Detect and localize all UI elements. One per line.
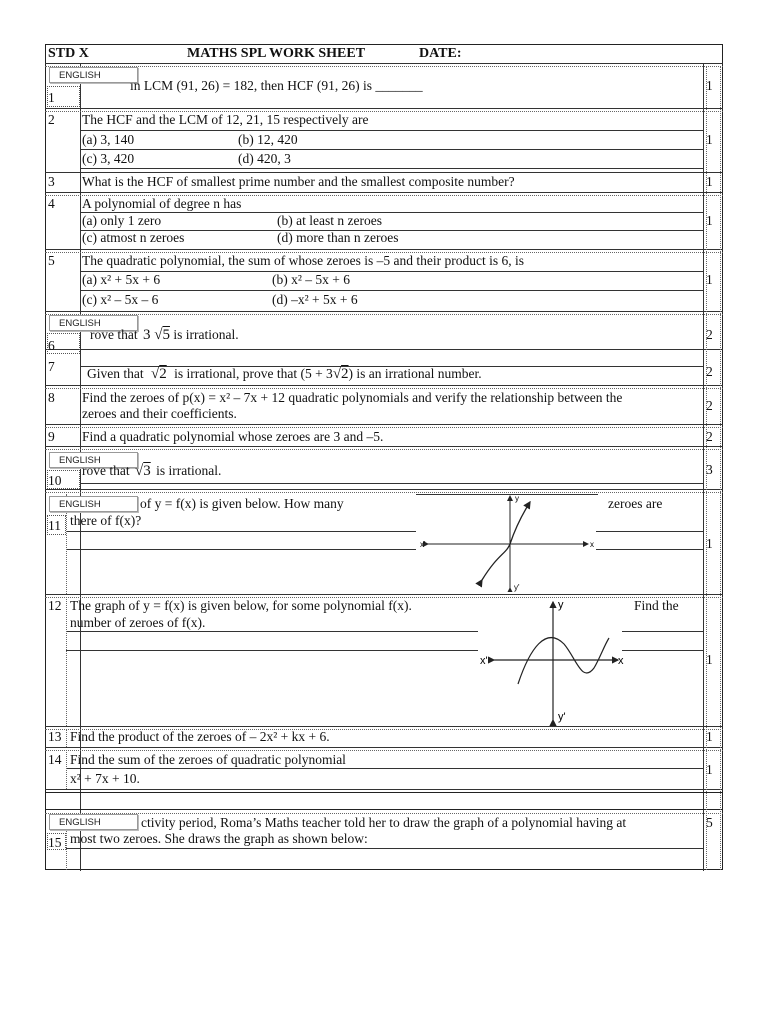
q2-marks: 1 bbox=[706, 132, 713, 147]
q4-option-d: (d) more than n zeroes bbox=[277, 230, 399, 245]
q2-option-c: (c) 3, 420 bbox=[82, 151, 135, 166]
q9-text: Find a quadratic polynomial whose zeroes are 3 and –5. bbox=[82, 429, 384, 444]
q4-number: 4 bbox=[48, 196, 55, 211]
q8-number: 8 bbox=[48, 390, 55, 405]
q2-option-a: (a) 3, 140 bbox=[82, 132, 135, 147]
q12-axis-yneg: y' bbox=[558, 711, 566, 723]
q5-number: 5 bbox=[48, 253, 55, 268]
q4-marks: 1 bbox=[706, 213, 713, 228]
q12-marks: 1 bbox=[706, 652, 713, 667]
q11-text-right: zeroes are bbox=[608, 496, 663, 511]
q4-option-b: (b) at least n zeroes bbox=[277, 213, 382, 228]
q11-text-line2: there of f(x)? bbox=[70, 513, 142, 528]
q11-axis-xneg: x' bbox=[420, 540, 426, 549]
q10-text: rove that √3 is irrational. bbox=[82, 463, 222, 479]
q12-axis-y: y bbox=[558, 599, 564, 611]
language-tag[interactable]: ENGLISH bbox=[49, 315, 138, 331]
q13-text: Find the product of the zeroes of – 2x² + kx + 6. bbox=[70, 729, 330, 744]
header-divider bbox=[45, 63, 723, 64]
q12-axis-x: x bbox=[618, 655, 624, 667]
q1-text: ın LCM (91, 26) = 182, then HCF (91, 26) is _______ bbox=[130, 78, 423, 93]
language-tag[interactable]: ENGLISH bbox=[49, 452, 138, 468]
q12-text-right: Find the bbox=[634, 598, 679, 613]
q15-text-line2: most two zeroes. She draws the graph as shown below: bbox=[70, 831, 368, 846]
language-tag[interactable]: ENGLISH bbox=[49, 814, 138, 830]
q5-option-a: (a) x² + 5x + 6 bbox=[82, 272, 161, 287]
q15-number: 15 bbox=[48, 835, 62, 850]
q11-axis-x: x bbox=[590, 540, 594, 549]
q7-marks: 2 bbox=[706, 364, 713, 379]
q4-option-a: (a) only 1 zero bbox=[82, 213, 162, 228]
q6-text: rove that 3 √5 is irrational. bbox=[90, 327, 239, 343]
page-title: MATHS SPL WORK SHEET bbox=[187, 46, 366, 61]
q2-text: The HCF and the LCM of 12, 21, 15 respectively are bbox=[82, 112, 369, 127]
q12-text-line1: The graph of y = f(x) is given below, for some polynomial f(x). bbox=[70, 598, 412, 613]
q1-number: 1 bbox=[48, 90, 55, 105]
q9-number: 9 bbox=[48, 429, 55, 444]
q12-number: 12 bbox=[48, 598, 62, 613]
q8-marks: 2 bbox=[706, 398, 713, 413]
language-tag[interactable]: ENGLISH bbox=[49, 496, 138, 512]
q10-number: 10 bbox=[48, 473, 62, 488]
q5-option-d: (d) –x² + 5x + 6 bbox=[272, 292, 358, 307]
q6-marks: 2 bbox=[706, 327, 713, 342]
q2-option-d: (d) 420, 3 bbox=[238, 151, 291, 166]
q11-axis-y: y bbox=[515, 494, 519, 503]
q5-marks: 1 bbox=[706, 272, 713, 287]
q7-text: Given that √2 is irrational, prove that (5 + 3√2) is an irrational number. bbox=[87, 366, 482, 382]
q11-marks: 1 bbox=[706, 536, 713, 551]
q7-number: 7 bbox=[48, 359, 55, 374]
q2-option-b: (b) 12, 420 bbox=[238, 132, 298, 147]
q8-text-line1: Find the zeroes of p(x) = x² – 7x + 12 quadratic polynomials and verify the relationship between the bbox=[82, 390, 623, 405]
q14-text-line2: x² + 7x + 10. bbox=[70, 771, 140, 786]
q13-marks: 1 bbox=[706, 729, 713, 744]
std-label: STD X bbox=[48, 46, 89, 61]
q8-text-line2: zeroes and their coefficients. bbox=[82, 406, 237, 421]
q14-text-line1: Find the sum of the zeroes of quadratic polynomial bbox=[70, 752, 346, 767]
blank-row bbox=[45, 792, 723, 810]
q11-graph bbox=[420, 492, 600, 592]
q11-axis-yneg: y' bbox=[514, 583, 520, 592]
q13-number: 13 bbox=[48, 729, 62, 744]
q3-marks: 1 bbox=[706, 174, 713, 189]
q11-text-line1: of y = f(x) is given below. How many bbox=[140, 496, 344, 511]
q3-text: What is the HCF of smallest prime number and the smallest composite number? bbox=[82, 174, 515, 189]
q3-number: 3 bbox=[48, 174, 55, 189]
q2-number: 2 bbox=[48, 112, 55, 127]
q15-text-line1: ctivity period, Roma’s Maths teacher told her to draw the graph of a polynomial having at bbox=[141, 815, 627, 830]
date-label: DATE: bbox=[419, 46, 462, 61]
q1-marks: 1 bbox=[706, 78, 713, 93]
q11-number: 11 bbox=[48, 518, 61, 533]
q12-axis-xneg: x' bbox=[480, 655, 488, 667]
q9-marks: 2 bbox=[706, 429, 713, 444]
q14-number: 14 bbox=[48, 752, 62, 767]
q4-text: A polynomial of degree n has bbox=[82, 196, 242, 211]
q6-number: 6 bbox=[48, 338, 55, 353]
q14-marks: 1 bbox=[706, 762, 713, 777]
q5-text: The quadratic polynomial, the sum of whose zeroes is –5 and their product is 6, is bbox=[82, 253, 525, 268]
q10-marks: 3 bbox=[706, 462, 713, 477]
language-tag[interactable]: ENGLISH bbox=[49, 67, 138, 83]
q5-option-b: (b) x² – 5x + 6 bbox=[272, 272, 351, 287]
q12-graph bbox=[476, 596, 636, 726]
q4-option-c: (c) atmost n zeroes bbox=[82, 230, 185, 245]
q5-option-c: (c) x² – 5x – 6 bbox=[82, 292, 159, 307]
q12-text-line2: number of zeroes of f(x). bbox=[70, 615, 206, 630]
q15-marks: 5 bbox=[706, 815, 713, 830]
